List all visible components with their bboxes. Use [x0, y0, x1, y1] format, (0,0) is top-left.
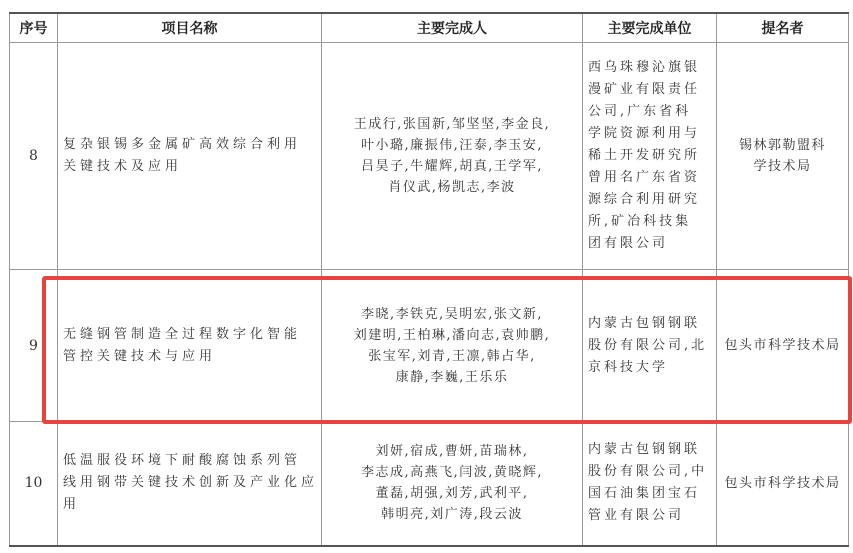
header-project-name: 项目名称 — [58, 13, 322, 43]
completing-units-line: 股份有限公司,中 — [588, 464, 708, 480]
project-name — [58, 43, 322, 270]
completing-units-line: 管业有限公司 — [588, 508, 685, 524]
completers-line: 刘建明,王柏琳,潘向志,袁帅鹏, — [353, 327, 551, 343]
completing-units-line: 国石油集团宝石 — [588, 486, 701, 502]
completers — [322, 422, 583, 546]
nominator-line: 锡林郭勒盟科 — [738, 138, 826, 153]
project-name-line: 无缝钢管制造全过程数字化智能 — [63, 326, 302, 342]
completing-units-line: 西乌珠穆沁旗银 — [588, 60, 701, 75]
completing-units-line: 漫矿业有限责任 — [588, 82, 701, 97]
nominator — [717, 422, 849, 546]
completers-line: 韩明亮,刘广涛,段云波 — [381, 507, 523, 523]
completers-line: 李志成,高燕飞,闫波,黄晓辉, — [360, 465, 544, 481]
row-number: 9 — [10, 270, 58, 422]
completers-line: 吕昊子,牛耀辉,胡真,王学军, — [360, 159, 544, 174]
completing-units-line: 京科技大学 — [588, 359, 669, 375]
nominator-line: 包头市科学技术局 — [724, 338, 841, 353]
completing-units — [583, 422, 717, 546]
project-name-line: 线用钢带关键技术创新及产业化应 — [63, 475, 319, 491]
table-row — [10, 422, 849, 546]
completers-line: 叶小璐,廉振伟,汪泰,李玉安, — [360, 138, 544, 153]
completing-units-line: 股份有限公司,北 — [588, 337, 708, 353]
completing-units-line: 学院资源利用与 — [588, 126, 701, 141]
completers-line: 康静,李巍,王乐乐 — [395, 369, 509, 385]
nominator-line: 学技术局 — [753, 159, 812, 174]
project-name-line: 管控关键技术与应用 — [63, 348, 217, 364]
completing-units-line: 团有限公司 — [588, 236, 669, 251]
completing-units-line: 公司,广东省科 — [588, 104, 692, 119]
header-people: 主要完成人 — [322, 13, 583, 43]
completing-units-line: 源综合利用研究 — [588, 192, 701, 207]
project-name-line: 关键技术及应用 — [63, 159, 183, 174]
completers-line: 张宝军,刘青,王凛,韩占华, — [368, 348, 536, 364]
header-units: 主要完成单位 — [583, 13, 717, 43]
project-name — [58, 422, 322, 546]
row-number: 8 — [10, 43, 58, 270]
project-name-line: 复杂银锡多金属矿高效综合利用 — [63, 137, 302, 152]
completing-units-line: 内蒙古包钢钢联 — [588, 315, 701, 331]
completers-line: 肖仪武,杨凯志,李波 — [388, 180, 516, 195]
completing-units-line: 稀土开发研究所 — [588, 148, 701, 163]
completers — [322, 43, 583, 270]
project-name-line: 低温服役环境下耐酸腐蚀系列管 — [63, 453, 302, 469]
row-number: 10 — [10, 422, 58, 546]
nominator-line: 包头市科学技术局 — [724, 475, 841, 491]
completers-line: 王成行,张国新,邹坚坚,李金良, — [353, 117, 551, 132]
header-row — [10, 13, 849, 43]
completing-units — [583, 43, 717, 270]
project-name-line: 用 — [63, 497, 81, 513]
completers-line: 李晓,李铁克,吴明宏,张文新, — [360, 306, 544, 322]
header-no: 序号 — [10, 13, 58, 43]
header-nominator: 提名者 — [717, 13, 849, 43]
nominator — [717, 43, 849, 270]
completing-units-line: 所,矿冶科技集 — [588, 214, 692, 229]
completing-units-line: 内蒙古包钢钢联 — [588, 442, 701, 458]
table-row — [10, 43, 849, 270]
highlight-box — [42, 276, 852, 424]
completers-line: 刘妍,宿成,曹妍,苗瑞林, — [375, 444, 529, 460]
completing-units-line: 曾用名广东省资 — [588, 170, 701, 185]
completers-line: 董磊,胡强,刘芳,武利平, — [375, 486, 529, 502]
